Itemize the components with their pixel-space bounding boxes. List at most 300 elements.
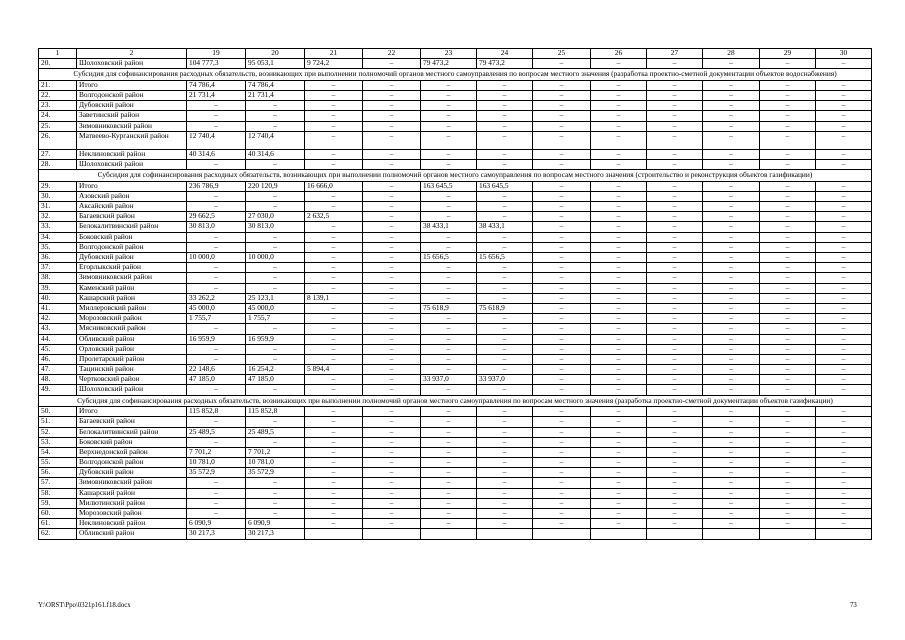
value-cell: 1 755,7: [187, 314, 246, 324]
value-cell: 15 656,5: [477, 253, 533, 263]
value-cell: –: [305, 232, 363, 242]
district-name: Каменский район: [77, 283, 187, 293]
district-name: Верхнедонской район: [77, 447, 187, 457]
value-cell: –: [647, 344, 703, 354]
value-cell: –: [816, 212, 872, 222]
value-cell: –: [421, 121, 477, 131]
value-cell: –: [421, 101, 477, 111]
value-cell: –: [533, 478, 591, 488]
value-cell: –: [591, 375, 647, 385]
value-cell: –: [760, 509, 816, 519]
value-cell: –: [760, 202, 816, 212]
value-cell: –: [533, 111, 591, 121]
value-cell: –: [305, 478, 363, 488]
table-row: [39, 101, 872, 111]
value-cell: –: [246, 478, 305, 488]
value-cell: –: [477, 232, 533, 242]
value-cell: –: [816, 111, 872, 121]
row-number: 29.: [39, 181, 77, 191]
value-cell: 7 701,2: [187, 447, 246, 457]
value-cell: –: [760, 222, 816, 232]
value-cell: –: [477, 263, 533, 273]
column-number: 20: [246, 49, 305, 59]
district-name: Орловский район: [77, 344, 187, 354]
value-cell: –: [703, 232, 760, 242]
table-row: [39, 191, 872, 201]
value-cell: –: [591, 253, 647, 263]
value-cell: –: [477, 212, 533, 222]
district-name: Чертковский район: [77, 375, 187, 385]
value-cell: –: [187, 242, 246, 252]
value-cell: –: [533, 242, 591, 252]
value-cell: –: [187, 232, 246, 242]
district-name: Белокалитвинский район: [77, 427, 187, 437]
value-cell: –: [305, 468, 363, 478]
value-cell: –: [760, 324, 816, 334]
value-cell: –: [363, 437, 421, 447]
value-cell: –: [703, 273, 760, 283]
value-cell: –: [305, 101, 363, 111]
value-cell: 115 852,8: [187, 407, 246, 417]
table-row: [39, 242, 872, 252]
value-cell: –: [647, 263, 703, 273]
value-cell: –: [363, 191, 421, 201]
table-row: [39, 334, 872, 344]
column-number: 21: [305, 49, 363, 59]
value-cell: –: [591, 334, 647, 344]
value-cell: –: [305, 131, 363, 149]
value-cell: –: [187, 111, 246, 121]
value-cell: –: [363, 365, 421, 375]
value-cell: –: [816, 519, 872, 529]
value-cell: –: [591, 293, 647, 303]
value-cell: –: [533, 80, 591, 90]
value-cell: –: [187, 488, 246, 498]
value-cell: –: [477, 458, 533, 468]
value-cell: –: [363, 293, 421, 303]
value-cell: 74 786,4: [246, 80, 305, 90]
value-cell: –: [703, 509, 760, 519]
table-row: [39, 354, 872, 364]
value-cell: 16 666,0: [305, 181, 363, 191]
row-number: 37.: [39, 263, 77, 273]
value-cell: –: [246, 437, 305, 447]
row-number: 55.: [39, 458, 77, 468]
value-cell: –: [363, 498, 421, 508]
district-name: Обливский район: [77, 529, 187, 539]
district-name: Шолоховский район: [77, 385, 187, 395]
page-number: 73: [850, 602, 857, 609]
table-row: [39, 202, 872, 212]
value-cell: –: [647, 365, 703, 375]
value-cell: –: [760, 191, 816, 201]
row-number: 28.: [39, 160, 77, 170]
value-cell: –: [703, 80, 760, 90]
value-cell: –: [703, 263, 760, 273]
value-cell: –: [363, 273, 421, 283]
district-name: Неклиновский район: [77, 519, 187, 529]
value-cell: 35 572,9: [246, 468, 305, 478]
table-row: [39, 273, 872, 283]
value-cell: –: [591, 354, 647, 364]
value-cell: –: [421, 202, 477, 212]
value-cell: 40 314,6: [187, 149, 246, 159]
row-number: 51.: [39, 417, 77, 427]
value-cell: –: [246, 344, 305, 354]
row-number: 47.: [39, 365, 77, 375]
section-heading: Субсидия для софинансирования расходных обязательств, возникающих при выполнении полномочий органов местного самоуправления по вопросам местного значения (разработка проектно-сметной документации объектов водоснабжения): [39, 69, 872, 81]
value-cell: –: [703, 354, 760, 364]
value-cell: –: [760, 59, 816, 69]
value-cell: –: [477, 498, 533, 508]
value-cell: –: [591, 458, 647, 468]
value-cell: –: [591, 202, 647, 212]
value-cell: –: [760, 121, 816, 131]
value-cell: –: [477, 273, 533, 283]
value-cell: –: [647, 314, 703, 324]
value-cell: –: [816, 407, 872, 417]
value-cell: –: [305, 253, 363, 263]
value-cell: –: [477, 131, 533, 149]
value-cell: –: [647, 191, 703, 201]
value-cell: –: [703, 91, 760, 101]
value-cell: 30 217,3: [246, 529, 305, 539]
value-cell: –: [421, 417, 477, 427]
value-cell: –: [187, 478, 246, 488]
value-cell: –: [363, 111, 421, 121]
table-row: [39, 263, 872, 273]
row-number: 60.: [39, 509, 77, 519]
value-cell: –: [647, 498, 703, 508]
value-cell: –: [760, 263, 816, 273]
value-cell: –: [533, 101, 591, 111]
value-cell: –: [816, 437, 872, 447]
value-cell: –: [760, 488, 816, 498]
table-row: [39, 498, 872, 508]
section-heading: Субсидия для софинансирования расходных обязательств, возникающих при выполнении полномочий органов местного самоуправления по вопросам местного значения (строительство и реконструкция объектов газификации): [39, 170, 872, 182]
value-cell: –: [363, 427, 421, 437]
value-cell: –: [816, 202, 872, 212]
value-cell: –: [421, 458, 477, 468]
value-cell: –: [187, 509, 246, 519]
value-cell: –: [703, 314, 760, 324]
district-name: Боковский район: [77, 232, 187, 242]
value-cell: –: [363, 101, 421, 111]
value-cell: –: [421, 488, 477, 498]
value-cell: –: [246, 273, 305, 283]
value-cell: –: [305, 149, 363, 159]
value-cell: –: [703, 324, 760, 334]
value-cell: –: [533, 283, 591, 293]
row-number: 22.: [39, 91, 77, 101]
value-cell: –: [703, 478, 760, 488]
value-cell: –: [187, 202, 246, 212]
value-cell: 15 656,5: [421, 253, 477, 263]
value-cell: –: [591, 488, 647, 498]
value-cell: –: [421, 324, 477, 334]
value-cell: –: [477, 488, 533, 498]
row-number: 25.: [39, 121, 77, 131]
value-cell: –: [760, 283, 816, 293]
value-cell: –: [305, 111, 363, 121]
value-cell: –: [477, 283, 533, 293]
value-cell: –: [533, 303, 591, 313]
value-cell: –: [816, 91, 872, 101]
value-cell: –: [533, 232, 591, 242]
value-cell: –: [647, 202, 703, 212]
table-row: [39, 447, 872, 457]
value-cell: –: [533, 509, 591, 519]
value-cell: –: [647, 303, 703, 313]
value-cell: 2 632,5: [305, 212, 363, 222]
value-cell: –: [305, 283, 363, 293]
value-cell: 75 618,9: [477, 303, 533, 313]
value-cell: –: [703, 59, 760, 69]
value-cell: 35 572,9: [187, 468, 246, 478]
value-cell: –: [816, 222, 872, 232]
value-cell: –: [816, 273, 872, 283]
value-cell: –: [421, 283, 477, 293]
district-name: Кашарский район: [77, 293, 187, 303]
value-cell: –: [816, 509, 872, 519]
column-number: 28: [703, 49, 760, 59]
value-cell: –: [591, 131, 647, 149]
value-cell: –: [591, 283, 647, 293]
value-cell: –: [421, 407, 477, 417]
value-cell: –: [477, 101, 533, 111]
district-name: Пролетарский район: [77, 354, 187, 364]
table-row: [39, 149, 872, 159]
value-cell: [647, 529, 703, 539]
value-cell: –: [533, 222, 591, 232]
value-cell: –: [533, 314, 591, 324]
row-number: 62.: [39, 529, 77, 539]
value-cell: –: [760, 253, 816, 263]
value-cell: –: [421, 385, 477, 395]
value-cell: 21 731,4: [246, 91, 305, 101]
value-cell: –: [703, 458, 760, 468]
value-cell: –: [760, 101, 816, 111]
value-cell: –: [816, 303, 872, 313]
table-row: [39, 253, 872, 263]
district-name: Морозовский район: [77, 314, 187, 324]
value-cell: –: [816, 232, 872, 242]
value-cell: –: [421, 80, 477, 90]
value-cell: –: [760, 354, 816, 364]
value-cell: –: [816, 293, 872, 303]
value-cell: –: [421, 427, 477, 437]
value-cell: –: [421, 354, 477, 364]
value-cell: –: [760, 80, 816, 90]
value-cell: 33 262,2: [187, 293, 246, 303]
row-number: 27.: [39, 149, 77, 159]
value-cell: [760, 529, 816, 539]
value-cell: –: [816, 458, 872, 468]
value-cell: –: [533, 202, 591, 212]
value-cell: –: [363, 375, 421, 385]
row-number: 24.: [39, 111, 77, 121]
value-cell: –: [533, 437, 591, 447]
table-row: [39, 488, 872, 498]
table-row: [39, 458, 872, 468]
value-cell: –: [421, 111, 477, 121]
file-path: Y:\ORST\Ppo\0321p161.f18.docx: [38, 602, 131, 609]
value-cell: –: [760, 365, 816, 375]
row-number: 38.: [39, 273, 77, 283]
value-cell: –: [647, 242, 703, 252]
value-cell: –: [533, 407, 591, 417]
value-cell: –: [647, 478, 703, 488]
value-cell: –: [533, 191, 591, 201]
value-cell: –: [477, 80, 533, 90]
value-cell: –: [816, 101, 872, 111]
value-cell: –: [533, 91, 591, 101]
row-number: 34.: [39, 232, 77, 242]
table-row: [39, 181, 872, 191]
row-number: 35.: [39, 242, 77, 252]
value-cell: –: [305, 488, 363, 498]
value-cell: –: [647, 121, 703, 131]
row-number: 50.: [39, 407, 77, 417]
value-cell: –: [187, 263, 246, 273]
value-cell: 10 000,0: [187, 253, 246, 263]
value-cell: 47 185,0: [187, 375, 246, 385]
table-row: [39, 131, 872, 149]
column-number: 29: [760, 49, 816, 59]
value-cell: –: [246, 160, 305, 170]
value-cell: 33 937,0: [421, 375, 477, 385]
value-cell: –: [421, 498, 477, 508]
value-cell: –: [477, 519, 533, 529]
value-cell: [363, 529, 421, 539]
value-cell: 30 813,0: [187, 222, 246, 232]
value-cell: 7 701,2: [246, 447, 305, 457]
value-cell: –: [816, 191, 872, 201]
value-cell: –: [533, 417, 591, 427]
value-cell: 38 433,1: [421, 222, 477, 232]
value-cell: –: [477, 468, 533, 478]
table-row: [39, 509, 872, 519]
value-cell: 8 139,1: [305, 293, 363, 303]
value-cell: 22 148,6: [187, 365, 246, 375]
value-cell: –: [703, 242, 760, 252]
table-row: [39, 427, 872, 437]
value-cell: –: [816, 334, 872, 344]
value-cell: –: [187, 324, 246, 334]
value-cell: –: [647, 468, 703, 478]
value-cell: –: [703, 437, 760, 447]
value-cell: 47 185,0: [246, 375, 305, 385]
district-name: Милютинский район: [77, 498, 187, 508]
value-cell: 21 731,4: [187, 91, 246, 101]
district-name: Итого: [77, 407, 187, 417]
value-cell: –: [305, 344, 363, 354]
value-cell: [305, 529, 363, 539]
value-cell: –: [305, 334, 363, 344]
table-row: [39, 222, 872, 232]
value-cell: –: [533, 519, 591, 529]
row-number: 41.: [39, 303, 77, 313]
value-cell: –: [647, 447, 703, 457]
value-cell: 10 000,0: [246, 253, 305, 263]
value-cell: –: [816, 121, 872, 131]
value-cell: –: [363, 160, 421, 170]
value-cell: –: [363, 121, 421, 131]
district-name: Зимовниковский район: [77, 121, 187, 131]
value-cell: 12 740,4: [246, 131, 305, 149]
value-cell: –: [305, 447, 363, 457]
row-number: 26.: [39, 131, 77, 149]
row-number: 43.: [39, 324, 77, 334]
value-cell: –: [477, 293, 533, 303]
value-cell: –: [703, 303, 760, 313]
value-cell: –: [591, 59, 647, 69]
value-cell: 45 000,0: [246, 303, 305, 313]
table-row: [39, 529, 872, 539]
value-cell: –: [246, 509, 305, 519]
value-cell: 236 786,9: [187, 181, 246, 191]
value-cell: –: [647, 417, 703, 427]
value-cell: 16 959,9: [246, 334, 305, 344]
value-cell: –: [760, 344, 816, 354]
value-cell: –: [421, 314, 477, 324]
value-cell: –: [477, 509, 533, 519]
row-number: 53.: [39, 437, 77, 447]
value-cell: –: [477, 478, 533, 488]
value-cell: 75 618,9: [421, 303, 477, 313]
table-row: [39, 478, 872, 488]
value-cell: –: [591, 263, 647, 273]
value-cell: –: [816, 80, 872, 90]
value-cell: –: [246, 111, 305, 121]
row-number: 46.: [39, 354, 77, 364]
value-cell: –: [305, 80, 363, 90]
value-cell: –: [591, 80, 647, 90]
value-cell: –: [591, 191, 647, 201]
table-row: [39, 111, 872, 121]
value-cell: –: [305, 191, 363, 201]
value-cell: –: [305, 273, 363, 283]
value-cell: –: [533, 293, 591, 303]
value-cell: –: [246, 263, 305, 273]
value-cell: –: [760, 427, 816, 437]
value-cell: –: [533, 253, 591, 263]
table-row: [39, 519, 872, 529]
value-cell: –: [187, 273, 246, 283]
value-cell: –: [421, 468, 477, 478]
value-cell: –: [647, 334, 703, 344]
district-name: Мясниковский район: [77, 324, 187, 334]
value-cell: –: [703, 417, 760, 427]
value-cell: –: [591, 314, 647, 324]
value-cell: –: [533, 273, 591, 283]
value-cell: –: [816, 354, 872, 364]
value-cell: –: [760, 212, 816, 222]
value-cell: –: [760, 293, 816, 303]
value-cell: –: [703, 427, 760, 437]
column-number-row: [39, 49, 872, 59]
value-cell: –: [305, 324, 363, 334]
district-name: Морозовский район: [77, 509, 187, 519]
district-name: Шолоховский район: [77, 59, 187, 69]
value-cell: –: [305, 222, 363, 232]
column-number: 24: [477, 49, 533, 59]
value-cell: –: [477, 365, 533, 375]
row-number: 39.: [39, 283, 77, 293]
value-cell: [477, 529, 533, 539]
value-cell: –: [591, 365, 647, 375]
district-name: Волгодонской район: [77, 91, 187, 101]
